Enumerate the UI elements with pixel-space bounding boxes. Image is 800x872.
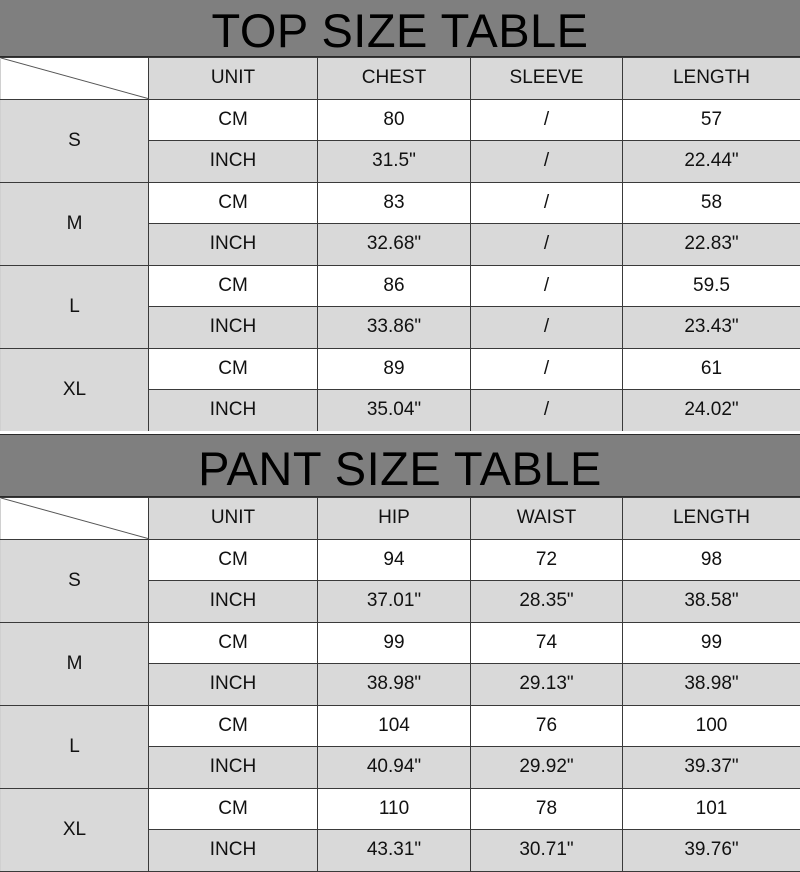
measurement-cell: 32.68"	[318, 224, 471, 266]
measurement-cell: 29.92"	[471, 747, 623, 789]
measurement-cell: 74	[471, 622, 623, 664]
size-label: S	[1, 99, 149, 182]
pant-size-table	[0, 497, 800, 872]
top-size-section	[0, 0, 800, 431]
size-label: XL	[1, 348, 149, 431]
unit-cell: CM	[149, 99, 318, 141]
measurement-cell: 35.04"	[318, 390, 471, 432]
measurement-cell: 78	[471, 788, 623, 830]
column-header-length: LENGTH	[623, 58, 800, 100]
measurement-cell: 31.5"	[318, 141, 471, 183]
unit-cell: CM	[149, 348, 318, 390]
column-header-waist: WAIST	[471, 498, 623, 540]
unit-cell: CM	[149, 788, 318, 830]
measurement-cell: /	[471, 141, 623, 183]
size-label: L	[1, 265, 149, 348]
measurement-cell: 110	[318, 788, 471, 830]
measurement-cell: 43.31"	[318, 830, 471, 872]
measurement-cell: 33.86"	[318, 307, 471, 349]
measurement-cell: 39.76"	[623, 830, 800, 872]
measurement-cell: 29.13"	[471, 664, 623, 706]
size-label: M	[1, 182, 149, 265]
measurement-cell: 94	[318, 539, 471, 581]
unit-cell: INCH	[149, 830, 318, 872]
size-label: L	[1, 705, 149, 788]
column-header-length: LENGTH	[623, 498, 800, 540]
column-header-hip: HIP	[318, 498, 471, 540]
unit-cell: INCH	[149, 581, 318, 623]
measurement-cell: 61	[623, 348, 800, 390]
measurement-cell: 40.94"	[318, 747, 471, 789]
measurement-cell: 38.58"	[623, 581, 800, 623]
unit-cell: INCH	[149, 664, 318, 706]
measurement-cell: 39.37"	[623, 747, 800, 789]
measurement-cell: 24.02"	[623, 390, 800, 432]
measurement-cell: /	[471, 307, 623, 349]
measurement-cell: 98	[623, 539, 800, 581]
table-row	[1, 539, 800, 581]
measurement-cell: /	[471, 265, 623, 307]
column-header-unit: UNIT	[149, 58, 318, 100]
pant-size-table-title: PANT SIZE TABLE	[0, 434, 800, 497]
top-size-table-title: TOP SIZE TABLE	[0, 0, 800, 57]
unit-cell: INCH	[149, 141, 318, 183]
pant-size-section	[0, 434, 800, 871]
measurement-cell: 30.71"	[471, 830, 623, 872]
measurement-cell: 80	[318, 99, 471, 141]
unit-cell: INCH	[149, 390, 318, 432]
measurement-cell: 72	[471, 539, 623, 581]
unit-cell: INCH	[149, 224, 318, 266]
measurement-cell: 101	[623, 788, 800, 830]
unit-cell: CM	[149, 622, 318, 664]
measurement-cell: /	[471, 182, 623, 224]
column-header-chest: CHEST	[318, 58, 471, 100]
unit-cell: CM	[149, 265, 318, 307]
unit-cell: CM	[149, 705, 318, 747]
column-header-unit: UNIT	[149, 498, 318, 540]
measurement-cell: /	[471, 348, 623, 390]
measurement-cell: 99	[623, 622, 800, 664]
top-size-table	[0, 57, 800, 432]
measurement-cell: 22.44"	[623, 141, 800, 183]
diagonal-corner-cell	[1, 58, 149, 100]
measurement-cell: 83	[318, 182, 471, 224]
table-row	[1, 705, 800, 747]
measurement-cell: 22.83"	[623, 224, 800, 266]
measurement-cell: 86	[318, 265, 471, 307]
measurement-cell: 104	[318, 705, 471, 747]
size-label: S	[1, 539, 149, 622]
measurement-cell: 59.5	[623, 265, 800, 307]
unit-cell: INCH	[149, 747, 318, 789]
table-row	[1, 622, 800, 664]
measurement-cell: 99	[318, 622, 471, 664]
unit-cell: CM	[149, 539, 318, 581]
measurement-cell: 89	[318, 348, 471, 390]
diagonal-corner-cell	[1, 498, 149, 540]
table-header-row	[1, 498, 800, 540]
measurement-cell: 76	[471, 705, 623, 747]
table-row	[1, 99, 800, 141]
measurement-cell: /	[471, 224, 623, 266]
measurement-cell: 28.35"	[471, 581, 623, 623]
table-header-row	[1, 58, 800, 100]
table-row	[1, 182, 800, 224]
measurement-cell: 38.98"	[623, 664, 800, 706]
measurement-cell: 37.01"	[318, 581, 471, 623]
measurement-cell: 58	[623, 182, 800, 224]
size-label: M	[1, 622, 149, 705]
unit-cell: CM	[149, 182, 318, 224]
table-row	[1, 265, 800, 307]
measurement-cell: 100	[623, 705, 800, 747]
measurement-cell: 38.98"	[318, 664, 471, 706]
size-label: XL	[1, 788, 149, 871]
measurement-cell: 23.43"	[623, 307, 800, 349]
column-header-sleeve: SLEEVE	[471, 58, 623, 100]
table-row	[1, 348, 800, 390]
unit-cell: INCH	[149, 307, 318, 349]
table-row	[1, 788, 800, 830]
measurement-cell: /	[471, 390, 623, 432]
measurement-cell: 57	[623, 99, 800, 141]
measurement-cell: /	[471, 99, 623, 141]
